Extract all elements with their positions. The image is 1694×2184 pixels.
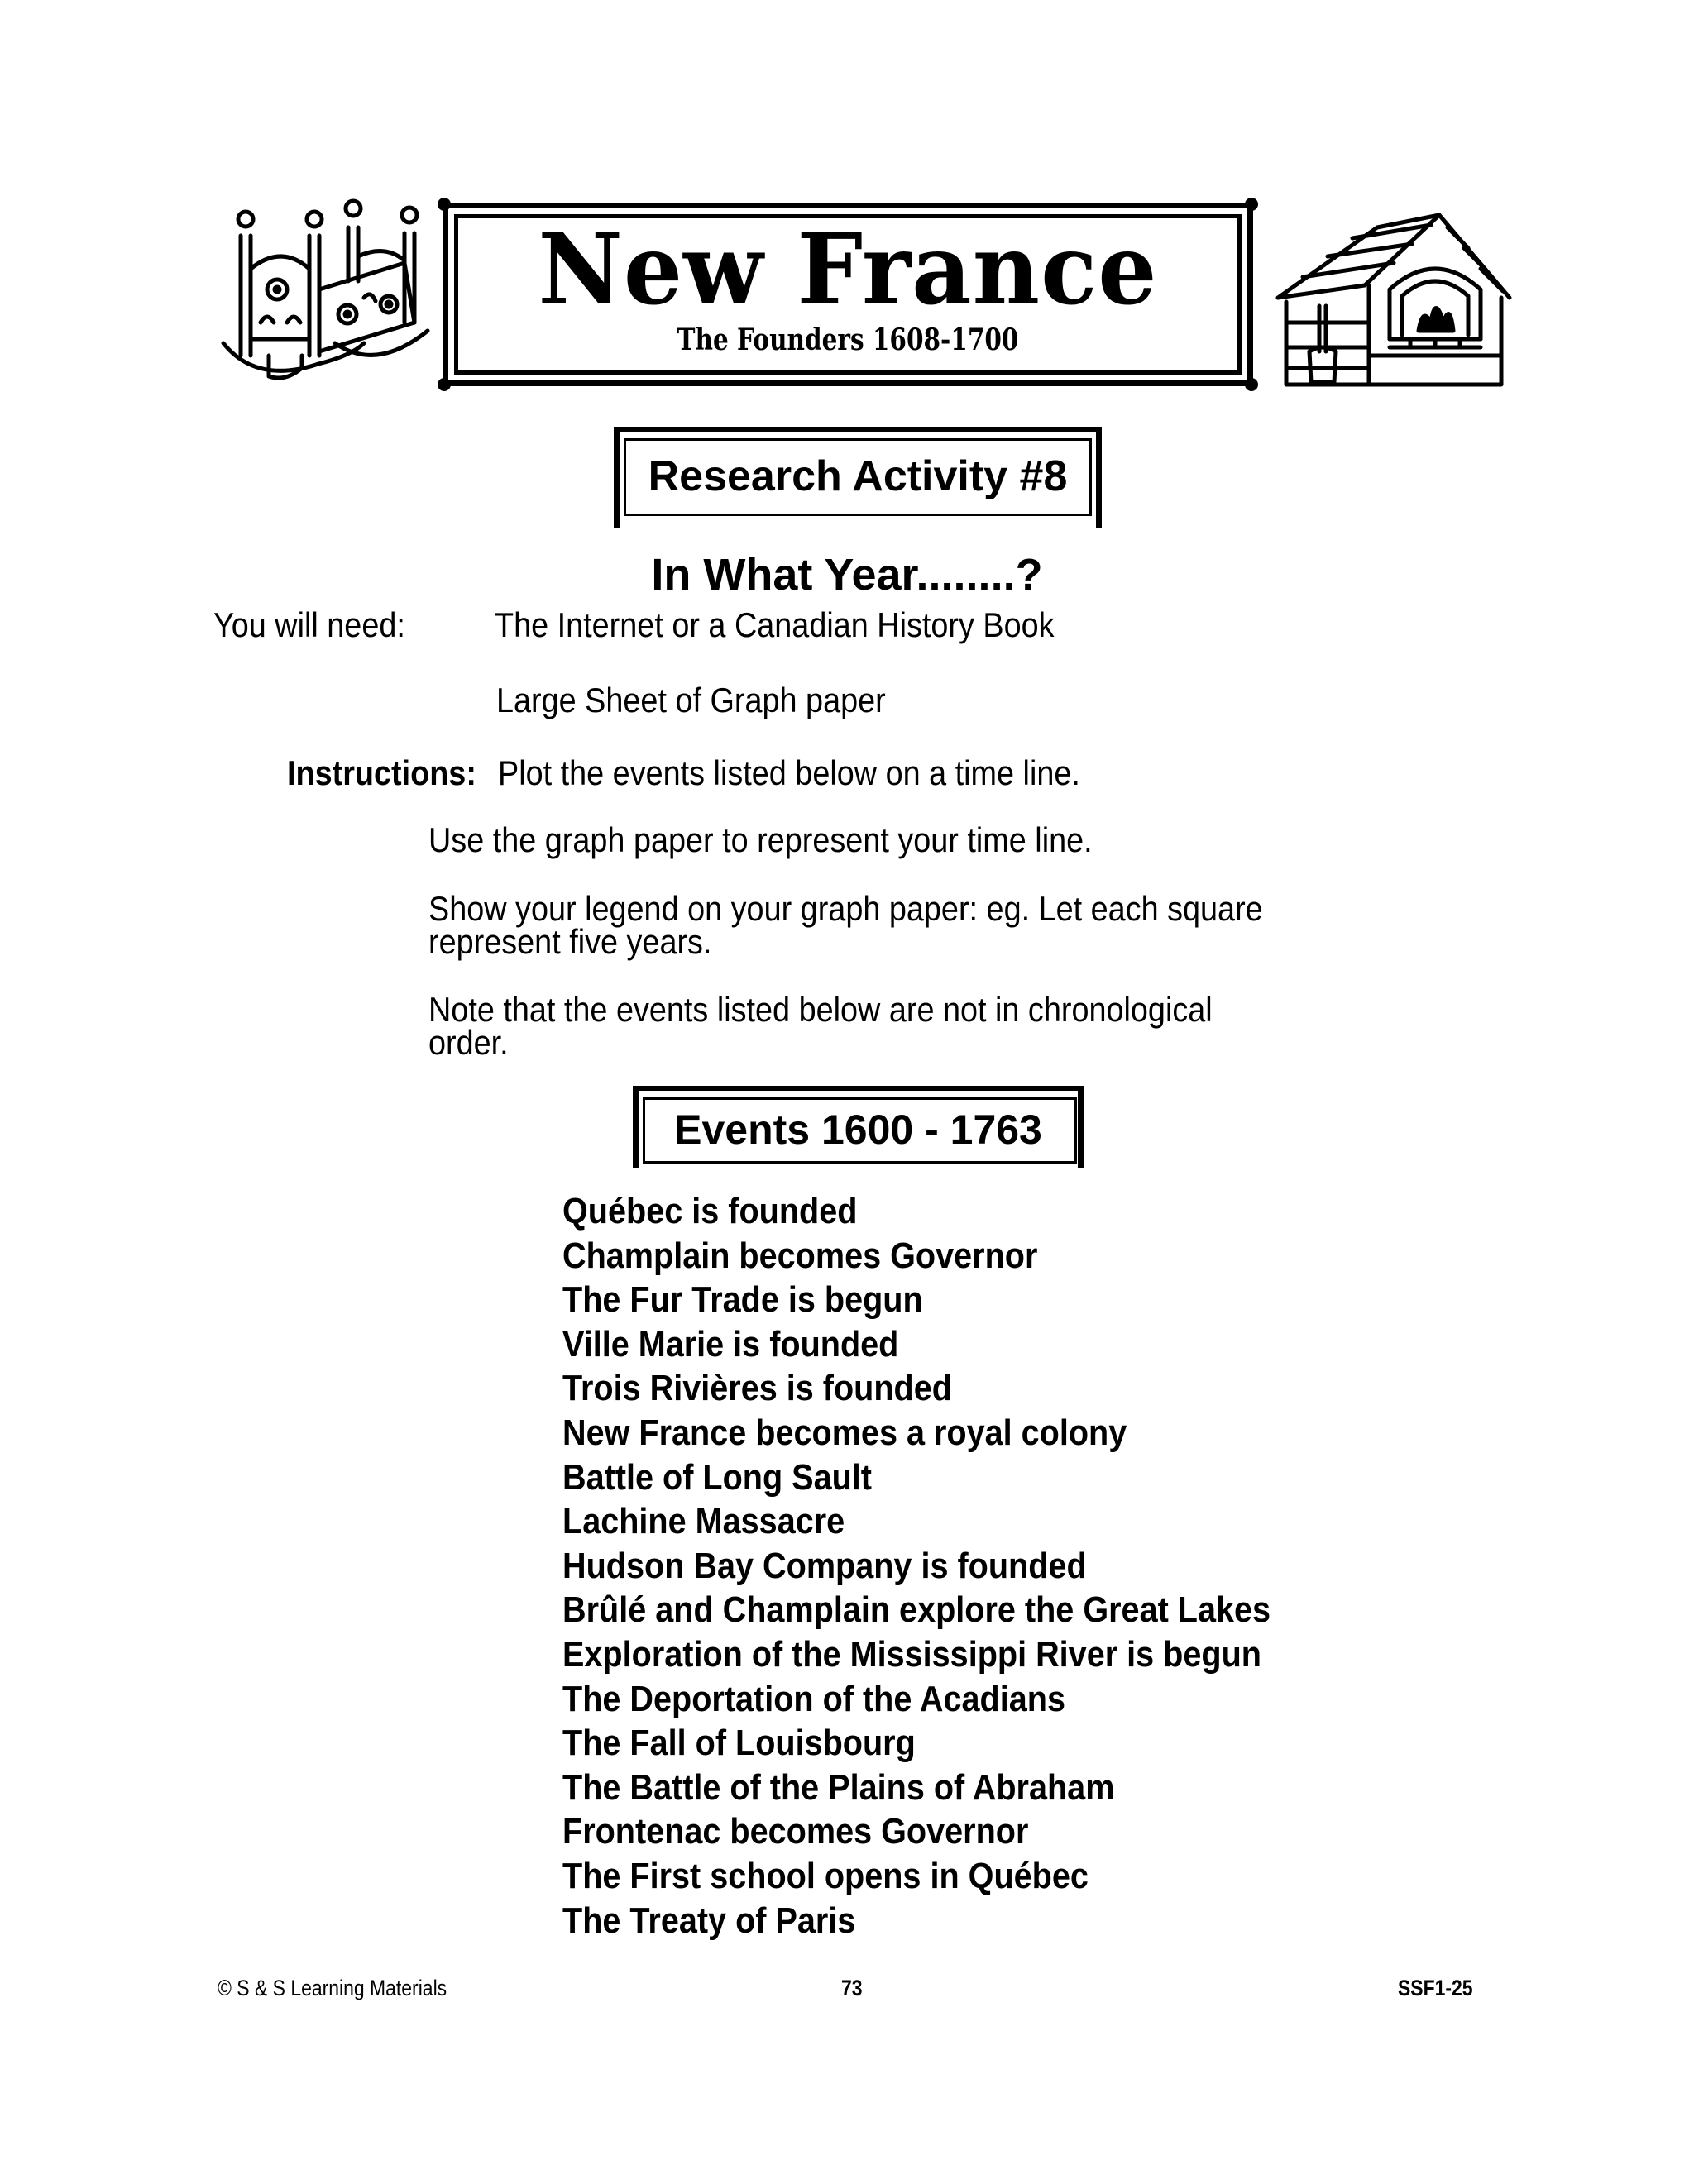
list-item: Ville Marie is founded [562,1323,899,1364]
title-banner [443,203,1253,386]
list-item: Champlain becomes Governor [562,1235,1038,1276]
list-item: Battle of Long Sault [562,1456,872,1498]
instruction-line: order. [428,1023,509,1062]
instruction-line: Show your legend on your graph paper: eg. Let each square [428,889,1263,928]
instructions-label: Instructions: [287,753,476,792]
list-item: The Treaty of Paris [562,1900,856,1941]
list-item: Lachine Massacre [562,1501,845,1542]
materials-item: Large Sheet of Graph paper [496,681,886,719]
instruction-line: Note that the events listed below are not in chronological [428,990,1213,1029]
materials-label: You will need: [213,605,405,644]
events-box [633,1086,1084,1168]
question-heading: In What Year........? [651,550,1043,600]
product-code: SSF1-25 [1398,1976,1473,2000]
list-item: The Fall of Louisbourg [562,1723,916,1764]
box-top-bar [614,427,1102,432]
list-item: The Battle of the Plains of Abraham [562,1766,1115,1808]
research-activity-box [614,427,1102,528]
corner-dot-icon [438,198,451,211]
list-item: Frontenac becomes Governor [562,1811,1029,1852]
list-item: Trois Rivières is founded [562,1368,952,1409]
list-item: Brûlé and Champlain explore the Great Lakes [562,1589,1271,1631]
list-item: The Deportation of the Acadians [562,1678,1065,1719]
research-activity-label: Research Activity #8 [648,452,1068,500]
instruction-line: represent five years. [428,922,712,961]
instruction-line: Use the graph paper to represent your time line. [428,820,1093,859]
page-subtitle: The Founders 1608-1700 [677,323,1019,357]
list-item: The Fur Trade is begun [562,1279,923,1321]
bread-oven-illustration [1270,198,1518,389]
corner-dot-icon [1245,378,1258,391]
corner-dot-icon [1245,198,1258,211]
materials-item: The Internet or a Canadian History Book [495,605,1055,644]
list-item: The First school opens in Québec [562,1856,1089,1896]
instruction-line: Plot the events listed below on a time line. [498,753,1080,792]
copyright-notice: © S & S Learning Materials [218,1976,447,2000]
rocking-cradle-illustration [211,198,434,385]
box-top-bar [633,1086,1084,1091]
list-item: Québec is founded [562,1191,858,1231]
page-title: New France [538,213,1158,327]
list-item: Hudson Bay Company is founded [562,1545,1087,1586]
list-item: Exploration of the Mississippi River is begun [562,1634,1261,1675]
list-item: New France becomes a royal colony [562,1412,1127,1453]
page-number: 73 [841,1976,863,2000]
corner-dot-icon [438,378,451,391]
events-label: Events 1600 - 1763 [674,1106,1042,1153]
